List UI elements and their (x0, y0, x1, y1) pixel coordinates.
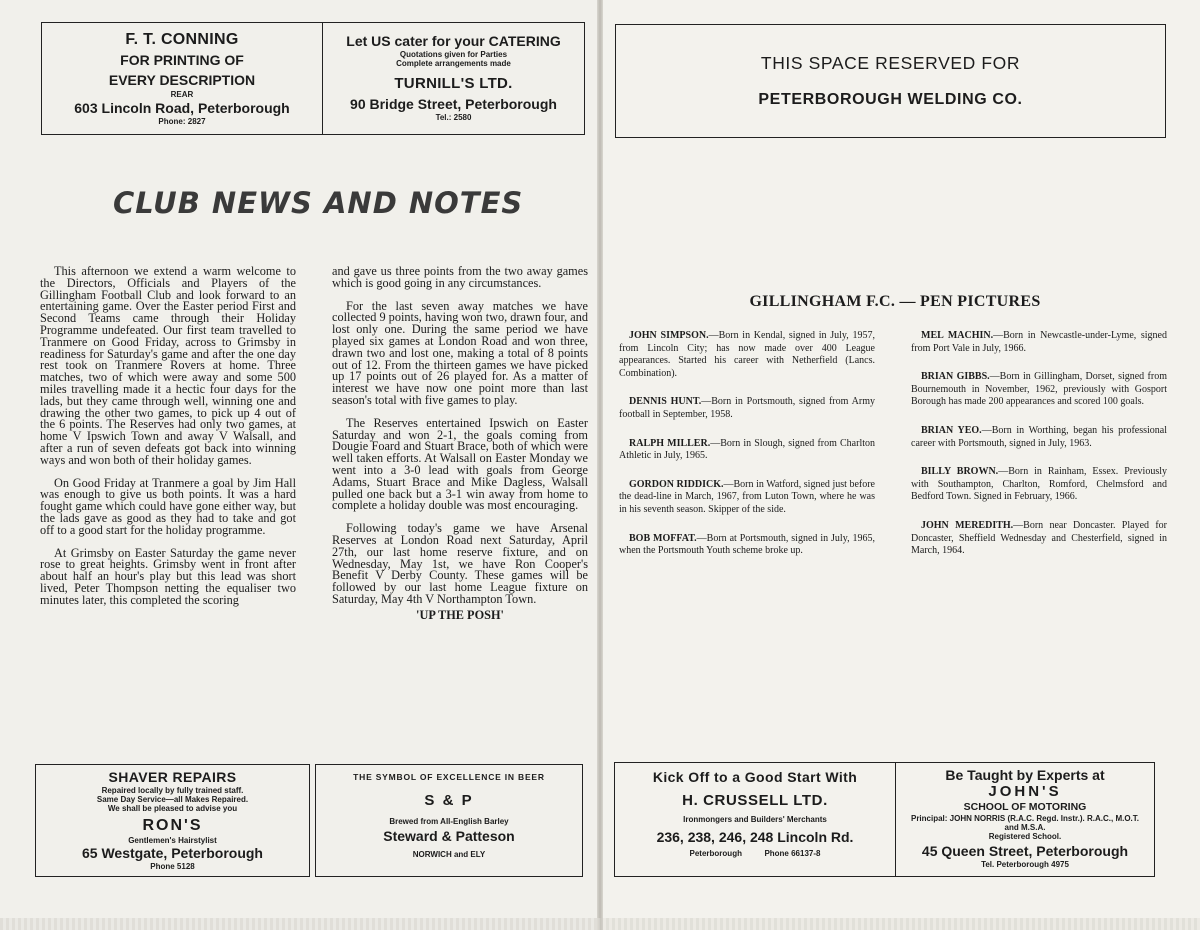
player-name: DENNIS HUNT. (629, 396, 702, 408)
ad-conning-line2: FOR PRINTING OF (120, 52, 244, 68)
ad-shaver-tagline: Gentlemen's Hairstylist (128, 836, 217, 845)
ad-crussell-contact (615, 849, 895, 858)
ad-shaver-line3: We shall be pleased to advise you (107, 804, 238, 813)
ad-turnill-address: 90 Bridge Street, Peterborough (350, 96, 557, 112)
pen-picture-entry (619, 330, 875, 380)
ad-johns-line3: Principal: JOHN NORRIS (R.A.C. Regd. Instr.). R.A.C., M.O.T. and M.S.A. (910, 814, 1140, 832)
ad-steward-patteson (315, 764, 583, 877)
player-bio: —Born in Rainham, Essex. Previously with Southampton, Charlton, Romford, Chelmsford and Bedford Town. Signed in February, 1966. (911, 466, 1167, 503)
player-name: BILLY BROWN. (921, 466, 999, 478)
player-bio: —Born in Newcastle-under-Lyme, signed from Port Vale in July, 1966. (911, 330, 1167, 354)
pen-picture-entry (619, 533, 875, 558)
ad-sp-place: NORWICH and ELY (412, 850, 486, 859)
player-name: RALPH MILLER. (629, 437, 711, 449)
ad-welding (615, 24, 1166, 138)
ad-johns-name: JOHN'S (988, 783, 1062, 800)
ad-shaver-address: 65 Westgate, Peterborough (81, 845, 263, 861)
player-bio: —Born in Slough, signed from Charlton Athletic in July, 1965. (619, 437, 876, 462)
ad-johns-address: 45 Queen Street, Peterborough (921, 843, 1129, 859)
pen-picture-entry (911, 330, 1167, 355)
pen-picture-entry (619, 396, 875, 421)
club-news-paragraph: At Grimsby on Easter Saturday the game never rose to great heights. Grimsby went in front after about half an hour's play but this lead was short lived, Peter Thompson netting the equaliser two minutes later, this completed the scoring (40, 545, 296, 607)
club-news-title: CLUB NEWS AND NOTES (113, 186, 524, 220)
club-news-paragraph: The Reserves entertained Ipswich on Easter Saturday and won 2-1, the goals coming from Dougie Foard and Stuart Brace, both of which were well taken efforts. At Walsall on Easter Monday we went into a 3-0 lead with goals from George Adams, Stuart Brace and Mike Dagless, Walsall pulled one back but a 3-1 win away from home to complete a holiday double was most encouraging. (332, 415, 588, 513)
pen-picture-entry (911, 466, 1167, 504)
player-name: JOHN MEREDITH. (921, 519, 1014, 531)
ad-crussell-name: H. CRUSSELL LTD. (682, 792, 828, 809)
ad-crussell-line2: Ironmongers and Builders' Merchants (683, 815, 827, 824)
player-name: BRIAN YEO. (921, 424, 982, 436)
ad-johns-line1: Be Taught by Experts at (945, 767, 1105, 783)
player-name: JOHN SIMPSON. (629, 330, 709, 341)
player-bio: —Born near Doncaster. Played for Doncaster, Sheffield Wednesday and Chesterfield, signed in March, 1964. (911, 519, 1167, 557)
ad-shaver-line1: Repaired locally by fully trained staff. (101, 786, 244, 795)
ad-sp-company: Steward & Patteson (383, 828, 515, 844)
club-news-paragraph: On Good Friday at Tranmere a goal by Jim Hall was enough to give us both points. It was a hard fought game which could have gone either way, but the lads gave as good as they had to take and got off to a good start for the holiday programme. (40, 475, 296, 537)
club-news-paragraph: This afternoon we extend a warm welcome to the Directors, Officials and Players of the Gillingham Football Club and look forward to an entertaining game. Over the Easter period First and Second Teams came through their Holiday Programme undefeated. Our first team travelled to Tranmere on Good Friday, across to Grimsby in readiness for Saturday's game and after the one day rest took on Tranmere Rovers at home. Three matches, two of which were away and some 500 miles travelling made it a hectic four days for the lads, but they came through well, winning one and drawing the other two games, to pick up 4 out of the 6 points. The Reserves had only two games, at home V Ipswich Town and away V Walsall, and after a run of seven defeats got back into winning ways and won both of their holiday games. (40, 264, 296, 467)
pen-pictures-column-2 (911, 330, 1167, 574)
pen-picture-entry (911, 371, 1167, 409)
club-news-paragraph: Following today's game we have Arsenal Reserves at London Road next Saturday, April 27th, our last home reserve fixture, and on Wednesday, May 1st, we have Ron Cooper's Benefit V Derby County. These games will be followed by our last home League fixture on Saturday, May 4th V Northampton Town. (332, 521, 588, 606)
page-edge (0, 918, 1200, 930)
pen-picture-entry (619, 479, 875, 517)
ad-crussell-phone: Phone 66137-8 (764, 849, 821, 858)
player-name: BOB MOFFAT. (629, 532, 697, 544)
ad-conning-line4: REAR (170, 90, 194, 99)
ad-shaver-name: RON'S (142, 817, 203, 834)
ad-conning-address: 603 Lincoln Road, Peterborough (74, 100, 290, 116)
club-news-column-1 (40, 266, 296, 618)
ad-turnill-name: TURNILL'S LTD. (394, 75, 513, 92)
player-bio: —Born in Portsmouth, signed from Army football in September, 1958. (619, 396, 875, 420)
ad-shaver-line2: Same Day Service—all Makes Repaired. (96, 795, 249, 804)
club-news-signoff: 'UP THE POSH' (416, 607, 504, 622)
ad-crussell (614, 762, 896, 877)
pen-picture-entry (619, 438, 875, 463)
player-name: BRIAN GIBBS. (921, 371, 990, 383)
ad-conning-line3: EVERY DESCRIPTION (108, 72, 256, 88)
pen-picture-entry (911, 425, 1167, 450)
ad-johns-phone: Tel. Peterborough 4975 (981, 860, 1069, 869)
ad-conning-name: F. T. CONNING (125, 31, 239, 48)
club-news-column-2 (332, 266, 588, 633)
ad-welding-line2: PETERBOROUGH WELDING CO. (758, 91, 1023, 108)
ad-welding-line1: THIS SPACE RESERVED FOR (760, 53, 1021, 73)
player-bio: —Born at Portsmouth, signed in July, 1965, when the Portsmouth Youth scheme broke up. (619, 532, 875, 557)
ad-turnill-headline: Let US cater for your CATERING (346, 33, 561, 49)
player-name: MEL MACHIN. (921, 330, 994, 341)
ad-johns-line4: Registered School. (988, 832, 1062, 841)
ad-shaver-repairs (35, 764, 310, 877)
ad-johns-line2: SCHOOL OF MOTORING (963, 801, 1087, 813)
player-bio: —Born in Gillingham, Dorset, signed from Bournemouth in November, 1962, previously with Gosport Borough has made 200 appearances and scored 100 goals. (911, 371, 1167, 408)
player-bio: —Born in Kendal, signed in July, 1957, from Lincoln City; has now made over 400 League appearances. Started his career with Netherfield (Lancs. Combination). (619, 330, 876, 379)
ad-sp-brand: S & P (424, 792, 474, 809)
player-name: GORDON RIDDICK. (629, 478, 724, 490)
ad-turnill-phone: Tel.: 2580 (435, 113, 472, 122)
club-news-paragraph: For the last seven away matches we have collected 9 points, having won two, drawn four, and lost only one. During the same period we have played six games at London Road and won three, drawn two and lost one, making a total of 8 points out of 12. From the thirteen games we have picked up 17 points out of 26 played for. As a matter of interest we have now one point more than last season's total with five games to play. (332, 298, 588, 407)
pen-pictures-column-1 (619, 330, 875, 574)
club-news-paragraph: and gave us three points from the two away games which is good going in any circumstances. (332, 264, 588, 290)
ad-conning (41, 22, 323, 135)
ad-turnill-line3: Complete arrangements made (396, 59, 511, 68)
ad-shaver-phone: Phone 5128 (150, 862, 195, 871)
ad-turnill (322, 22, 585, 135)
pen-pictures-title: GILLINGHAM F.C. — PEN PICTURES (749, 293, 1041, 310)
player-bio: —Born in Watford, signed just before the dead-line in March, 1967, from Luton Town, where he was in his seventh season. Skipper of the side. (619, 478, 875, 515)
ad-turnill-line2: Quotations given for Parties (399, 50, 508, 59)
ad-johns-motoring (895, 762, 1155, 877)
ad-sp-line1: THE SYMBOL OF EXCELLENCE IN BEER (353, 772, 545, 782)
ad-crussell-line1: Kick Off to a Good Start With (652, 769, 858, 785)
ad-shaver-title: SHAVER REPAIRS (108, 769, 237, 785)
ad-crussell-address: 236, 238, 246, 248 Lincoln Rd. (656, 829, 854, 845)
ad-conning-phone: Phone: 2827 (158, 117, 206, 126)
pen-picture-entry (911, 520, 1167, 558)
ad-crussell-town: Peterborough (689, 849, 742, 858)
page-spine (597, 0, 603, 930)
ad-sp-line2: Brewed from All-English Barley (389, 817, 509, 826)
player-bio: —Born in Worthing, began his professional career with Portsmouth, signed in July, 1963. (911, 424, 1168, 449)
